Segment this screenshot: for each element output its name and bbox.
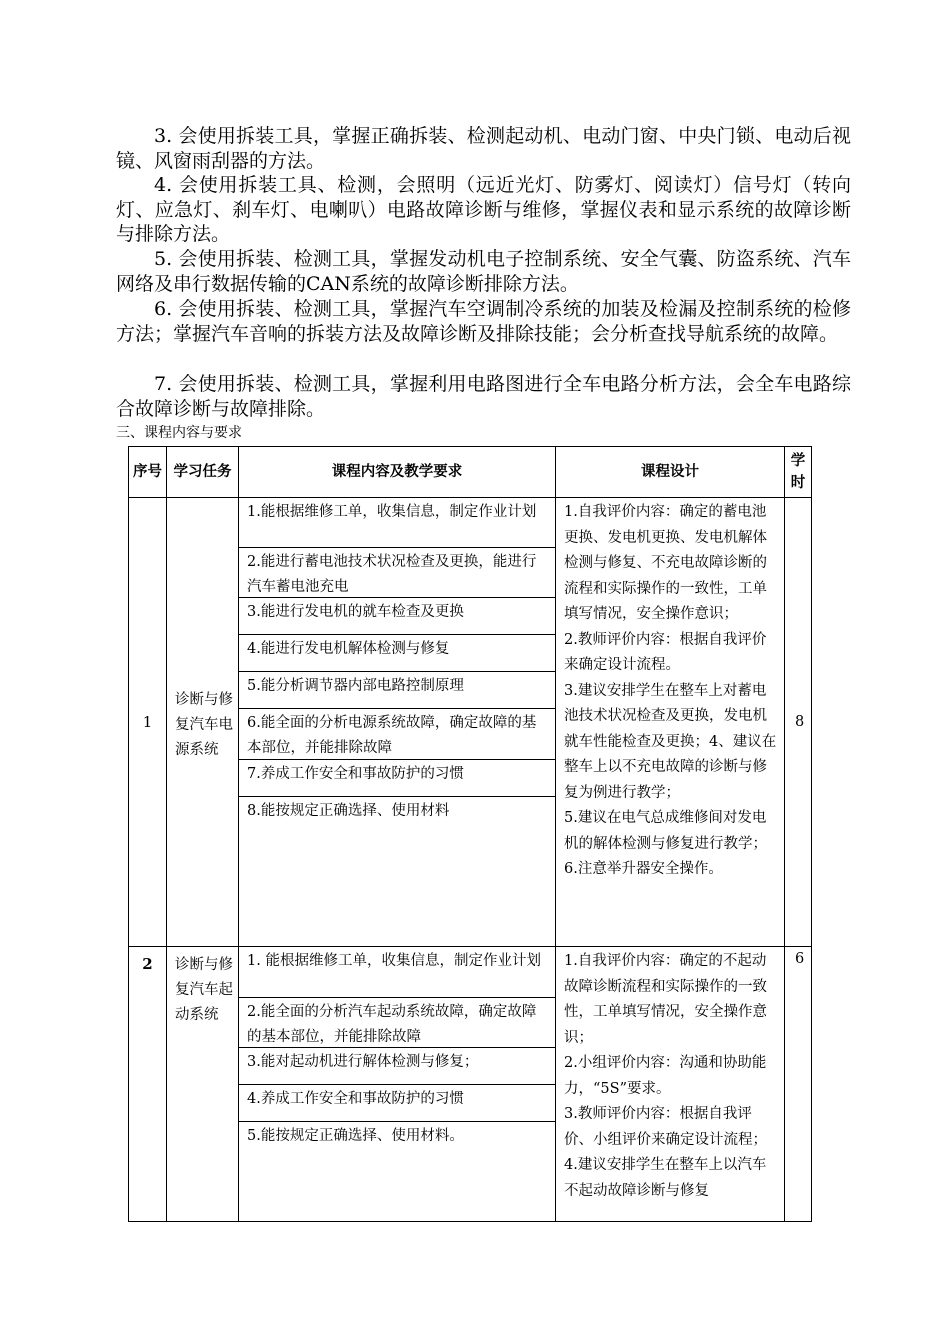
content-item: 8.能按规定正确选择、使用材料 — [247, 803, 450, 819]
content-items — [239, 947, 556, 1222]
header-task: 学习任务 — [167, 447, 239, 498]
content-item: 6.能全面的分析电源系统故障，确定故障的基本部位，并能排除故障 — [239, 709, 555, 760]
content-item: 3.能进行发电机的就车检查及更换 — [239, 598, 555, 635]
objective-paragraph-4: 4. 会使用拆装工具、检测，会照明（远近光灯、防雾灯、阅读灯）信号灯（转向灯、应急灯、刹车灯、电喇叭）电路故障诊断与维修，掌握仪表和显示系统的故障诊断与排除方法。 — [116, 174, 851, 245]
objective-paragraph-3: 3. 会使用拆装工具，掌握正确拆装、检测起动机、电动门窗、中央门锁、电动后视镜、风窗雨刮器的方法。 — [116, 125, 851, 172]
course-design — [556, 947, 785, 1222]
hours: 8 — [785, 498, 812, 947]
design-line: 4.建议安排学生在整车上以汽车不起动故障诊断与修复 — [564, 1157, 767, 1199]
design-line: 3.建议安排学生在整车上对蓄电池技术状况检查及更换，发电机就车性能检查及更换；4、建议在整车上以不充电故障的诊断与修复为例进行教学； — [564, 682, 777, 801]
design-line: 1.自我评价内容：确定的不起动故障诊断流程和实际操作的一致性，工单填写情况，安全操作意识； — [564, 953, 767, 1046]
course-design — [556, 498, 785, 947]
task-name: 诊断与修复汽车起动系统 — [167, 947, 239, 1222]
row-number: 2 — [129, 947, 167, 1222]
header-num: 序号 — [129, 447, 167, 498]
objective-paragraph-6: 6. 会使用拆装、检测工具，掌握汽车空调制冷系统的加装及检漏及控制系统的检修方法；掌握汽车音响的拆装方法及故障诊断及排除技能；会分析查找导航系统的故障。 — [116, 298, 851, 345]
header-design: 课程设计 — [556, 447, 785, 498]
table-header-row — [129, 447, 812, 498]
content-item: 2.能进行蓄电池技术状况检查及更换，能进行汽车蓄电池充电 — [239, 548, 555, 598]
content-item: 1.能根据维修工单，收集信息，制定作业计划 — [239, 498, 555, 548]
design-line: 2.教师评价内容：根据自我评价来确定设计流程。 — [564, 631, 767, 673]
table-row — [129, 947, 812, 1222]
content-item: 1. 能根据维修工单，收集信息，制定作业计划 — [239, 947, 555, 998]
design-line: 2.小组评价内容：沟通和协助能力，“5S”要求。 — [564, 1055, 767, 1097]
section-heading: 三、课程内容与要求 — [116, 425, 242, 441]
design-line: 6.注意举升器安全操作。 — [564, 861, 723, 877]
content-item: 4.能进行发电机解体检测与修复 — [239, 635, 555, 672]
content-items — [239, 498, 556, 947]
content-item: 4.养成工作安全和事故防护的习惯 — [239, 1085, 555, 1122]
objective-paragraph-5: 5. 会使用拆装、检测工具，掌握发动机电子控制系统、安全气囊、防盗系统、汽车网络及串行数据传输的CAN系统的故障诊断排除方法。 — [116, 248, 851, 295]
content-item: 5.能按规定正确选择、使用材料。 — [247, 1128, 464, 1144]
header-content: 课程内容及教学要求 — [239, 447, 556, 498]
design-line: 1.自我评价内容：确定的蓄电池更换、发电机更换、发电机解体检测与修复、不充电故障诊断的流程和实际操作的一致性，工单填写情况，安全操作意识； — [564, 504, 767, 622]
design-line: 5.建议在电气总成维修间对发电机的解体检测与修复进行教学； — [564, 810, 767, 852]
content-item: 2.能全面的分析汽车起动系统故障，确定故障的基本部位，并能排除故障 — [239, 998, 555, 1048]
hours: 6 — [785, 947, 812, 1222]
content-item: 7.养成工作安全和事故防护的习惯 — [239, 760, 555, 797]
table-row — [129, 498, 812, 947]
content-item: 3.能对起动机进行解体检测与修复； — [239, 1048, 555, 1085]
objective-paragraph-7: 7. 会使用拆装、检测工具，掌握利用电路图进行全车电路分析方法，会全车电路综合故障诊断与故障排除。 — [116, 373, 851, 420]
task-name: 诊断与修复汽车电源系统 — [167, 498, 239, 947]
design-line: 3.教师评价内容：根据自我评价、小组评价来确定设计流程； — [564, 1106, 767, 1148]
course-content-table — [128, 446, 812, 1222]
row-number: 1 — [129, 498, 167, 947]
header-hours: 学时 — [785, 447, 812, 498]
content-item: 5.能分析调节器内部电路控制原理 — [239, 672, 555, 709]
